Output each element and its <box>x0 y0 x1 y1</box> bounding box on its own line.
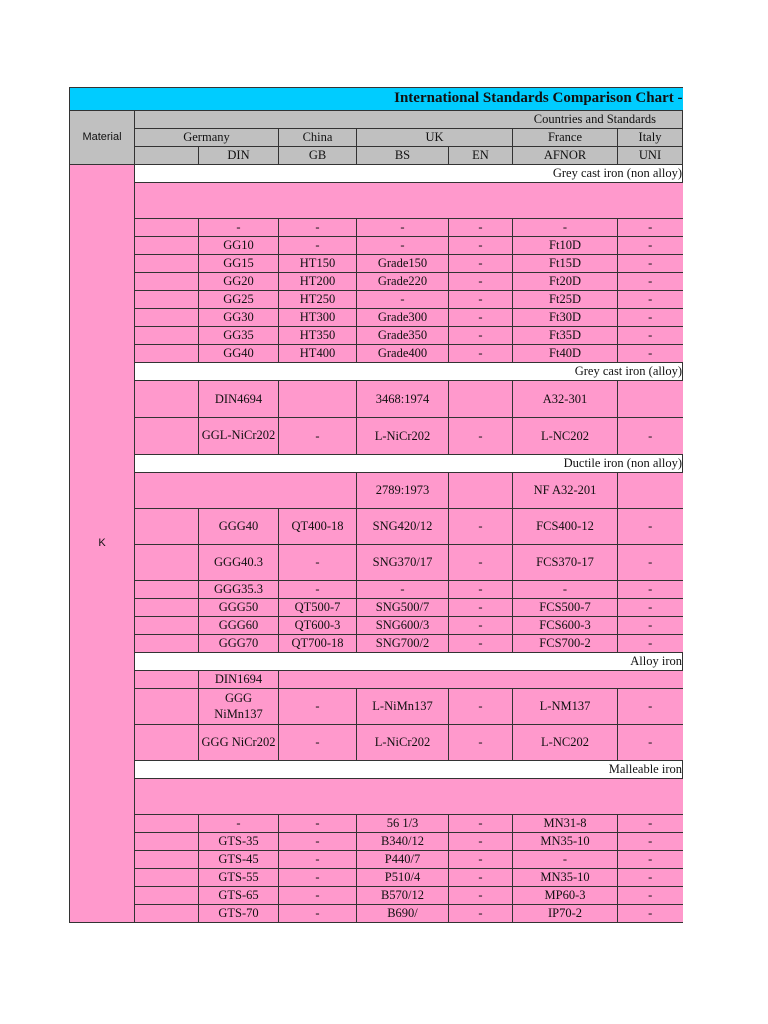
cell-bs: SNG500/7 <box>357 599 449 617</box>
table-row <box>70 581 683 599</box>
cell-din: GTS-35 <box>199 833 279 851</box>
cell-gb: - <box>279 833 357 851</box>
cell-gb: - <box>279 418 357 455</box>
cell-din: GGG50 <box>199 599 279 617</box>
cell-bs: - <box>357 291 449 309</box>
country-italy: Italy <box>618 129 683 147</box>
cell-en: - <box>449 689 513 725</box>
material-group-k: K <box>70 165 135 923</box>
cell-blank <box>135 869 199 887</box>
cell-din: GG10 <box>199 237 279 255</box>
cell-en: - <box>449 815 513 833</box>
cell-blank <box>135 309 199 327</box>
table-row <box>70 418 683 455</box>
table-row <box>70 219 683 237</box>
cell-gb: QT400-18 <box>279 509 357 545</box>
country-france: France <box>513 129 618 147</box>
cell-en: - <box>449 418 513 455</box>
cell-blank <box>135 418 199 455</box>
country-germany: Germany <box>135 129 279 147</box>
cell-gb: HT300 <box>279 309 357 327</box>
standard-din: DIN <box>199 147 279 165</box>
cell-afnor: - <box>513 851 618 869</box>
cell-en: - <box>449 581 513 599</box>
cell-bs: SNG600/3 <box>357 617 449 635</box>
cell-afnor: L-NM137 <box>513 689 618 725</box>
cell-blank <box>135 273 199 291</box>
cell-uni: - <box>618 327 683 345</box>
cell-din: GTS-45 <box>199 851 279 869</box>
cell-gb: - <box>279 725 357 761</box>
cell-bs: SNG700/2 <box>357 635 449 653</box>
standard-blank <box>135 147 199 165</box>
cell-gb: - <box>279 581 357 599</box>
cell-afnor: FCS700-2 <box>513 635 618 653</box>
table-row <box>70 345 683 363</box>
std-bs: 3468:1974 <box>357 381 449 418</box>
cell-uni: - <box>618 815 683 833</box>
cell-blank <box>135 255 199 273</box>
material-header: Material <box>70 111 135 165</box>
blank-band <box>135 183 683 219</box>
table-row <box>70 617 683 635</box>
cell-gb: QT500-7 <box>279 599 357 617</box>
country-uk: UK <box>357 129 513 147</box>
blank-band <box>279 671 683 689</box>
cell-afnor: FCS370-17 <box>513 545 618 581</box>
cell-gb: - <box>279 237 357 255</box>
cell-en: - <box>449 237 513 255</box>
cell-blank <box>135 381 199 418</box>
cell-gb: - <box>279 869 357 887</box>
cell-uni: - <box>618 509 683 545</box>
cell-afnor: Ft10D <box>513 237 618 255</box>
section-title: Grey cast iron (alloy) <box>135 363 683 381</box>
cell-bs: Grade350 <box>357 327 449 345</box>
cell-uni: - <box>618 689 683 725</box>
cell-uni: - <box>618 237 683 255</box>
cell-blank <box>135 473 357 509</box>
cell-gb: - <box>279 545 357 581</box>
cell-blank <box>135 851 199 869</box>
cell-blank <box>135 635 199 653</box>
cell-en: - <box>449 905 513 923</box>
cell-afnor: FCS500-7 <box>513 599 618 617</box>
table-row <box>70 869 683 887</box>
cell-en: - <box>449 725 513 761</box>
standard-en: EN <box>449 147 513 165</box>
section-title: Grey cast iron (non alloy) <box>135 165 683 183</box>
table-row <box>70 599 683 617</box>
table-row <box>70 833 683 851</box>
table-row <box>70 635 683 653</box>
cell-uni: - <box>618 599 683 617</box>
cell-din: - <box>199 815 279 833</box>
cell-uni: - <box>618 273 683 291</box>
table-row <box>70 327 683 345</box>
cell-blank <box>135 905 199 923</box>
cell-bs: P440/7 <box>357 851 449 869</box>
standard-gb: GB <box>279 147 357 165</box>
cell-afnor: MP60-3 <box>513 887 618 905</box>
cell-din: GTS-70 <box>199 905 279 923</box>
cell-din: GGG40 <box>199 509 279 545</box>
cell-en: - <box>449 887 513 905</box>
cell-bs: Grade220 <box>357 273 449 291</box>
cell-uni: - <box>618 725 683 761</box>
cell-afnor: MN31-8 <box>513 815 618 833</box>
cell-gb: HT400 <box>279 345 357 363</box>
cell-bs: - <box>357 581 449 599</box>
cell-en: - <box>449 273 513 291</box>
cell-gb: - <box>279 887 357 905</box>
cell-din: GG15 <box>199 255 279 273</box>
cell-bs: Grade300 <box>357 309 449 327</box>
cell-din: GGG NiMn137 <box>199 689 279 725</box>
cell-en: - <box>449 833 513 851</box>
std-bs: 2789:1973 <box>357 473 449 509</box>
cell-uni: - <box>618 635 683 653</box>
table-row <box>70 273 683 291</box>
cell-gb: - <box>279 851 357 869</box>
cell-din: GGG35.3 <box>199 581 279 599</box>
table-row <box>70 905 683 923</box>
cell-uni: - <box>618 291 683 309</box>
table-row <box>70 815 683 833</box>
cell-gb: HT150 <box>279 255 357 273</box>
cell-uni: - <box>618 851 683 869</box>
cell-en: - <box>449 291 513 309</box>
cell-en: - <box>449 327 513 345</box>
cell-din: GG25 <box>199 291 279 309</box>
cell-bs: L-NiCr202 <box>357 725 449 761</box>
cell-din: GTS-65 <box>199 887 279 905</box>
cell-blank <box>135 219 199 237</box>
table-row <box>70 545 683 581</box>
cell-blank <box>135 345 199 363</box>
cell-gb: - <box>279 689 357 725</box>
cell-afnor: MN35-10 <box>513 869 618 887</box>
cell-blank <box>135 237 199 255</box>
cell-bs: - <box>357 237 449 255</box>
cell-uni: - <box>618 887 683 905</box>
cell-uni: - <box>618 905 683 923</box>
cell-blank <box>135 545 199 581</box>
std-uni <box>618 381 683 418</box>
cell-bs: B690/ <box>357 905 449 923</box>
cell-afnor: MN35-10 <box>513 833 618 851</box>
std-uni <box>618 473 683 509</box>
chart-title: International Standards Comparison Chart - <box>70 88 683 111</box>
blank-band <box>135 779 683 815</box>
cell-bs: 56 1/3 <box>357 815 449 833</box>
cell-din: GTS-55 <box>199 869 279 887</box>
cell-uni: - <box>618 255 683 273</box>
cell-en: - <box>449 509 513 545</box>
table-row <box>70 887 683 905</box>
cell-bs: SNG370/17 <box>357 545 449 581</box>
cell-blank <box>135 887 199 905</box>
table-row <box>70 851 683 869</box>
cell-afnor: Ft35D <box>513 327 618 345</box>
table-row <box>70 725 683 761</box>
cell-afnor: Ft25D <box>513 291 618 309</box>
cell-afnor: - <box>513 219 618 237</box>
cell-din: GG40 <box>199 345 279 363</box>
cell-din: GGG40.3 <box>199 545 279 581</box>
std-din: DIN1694 <box>199 671 279 689</box>
cell-blank <box>135 581 199 599</box>
cell-blank <box>135 291 199 309</box>
cell-en: - <box>449 869 513 887</box>
section-title: Alloy iron <box>135 653 683 671</box>
cell-bs: P510/4 <box>357 869 449 887</box>
std-gb <box>279 381 357 418</box>
cell-blank <box>135 689 199 725</box>
std-en <box>449 473 513 509</box>
cell-blank <box>135 599 199 617</box>
cell-din: GG20 <box>199 273 279 291</box>
cell-din: - <box>199 219 279 237</box>
std-afnor: A32-301 <box>513 381 618 418</box>
std-en <box>449 381 513 418</box>
cell-en: - <box>449 545 513 581</box>
countries-standards-header: Countries and Standards <box>135 111 683 129</box>
standard-afnor: AFNOR <box>513 147 618 165</box>
cell-din: GGG60 <box>199 617 279 635</box>
cell-blank <box>135 833 199 851</box>
cell-afnor: Ft20D <box>513 273 618 291</box>
cell-bs: Grade400 <box>357 345 449 363</box>
cell-en: - <box>449 617 513 635</box>
cell-en: - <box>449 309 513 327</box>
standard-bs: BS <box>357 147 449 165</box>
cell-en: - <box>449 219 513 237</box>
cell-gb: - <box>279 815 357 833</box>
cell-uni: - <box>618 418 683 455</box>
cell-afnor: FCS600-3 <box>513 617 618 635</box>
table-row <box>70 509 683 545</box>
section-title: Ductile iron (non alloy) <box>135 455 683 473</box>
cell-afnor: Ft30D <box>513 309 618 327</box>
cell-uni: - <box>618 345 683 363</box>
cell-afnor: Ft15D <box>513 255 618 273</box>
cell-uni: - <box>618 581 683 599</box>
cell-blank <box>135 509 199 545</box>
cell-uni: - <box>618 617 683 635</box>
cell-afnor: L-NC202 <box>513 418 618 455</box>
cell-din: GGL-NiCr202 <box>199 418 279 455</box>
cell-uni: - <box>618 219 683 237</box>
cell-bs: SNG420/12 <box>357 509 449 545</box>
cell-gb: - <box>279 905 357 923</box>
cell-gb: QT700-18 <box>279 635 357 653</box>
section-title: Malleable iron <box>135 761 683 779</box>
cell-en: - <box>449 345 513 363</box>
cell-bs: B340/12 <box>357 833 449 851</box>
cell-afnor: IP70-2 <box>513 905 618 923</box>
cell-afnor: - <box>513 581 618 599</box>
std-din: DIN4694 <box>199 381 279 418</box>
cell-en: - <box>449 851 513 869</box>
table-row <box>70 291 683 309</box>
table-row <box>70 309 683 327</box>
cell-uni: - <box>618 869 683 887</box>
cell-en: - <box>449 635 513 653</box>
table-row <box>70 237 683 255</box>
cell-gb: HT350 <box>279 327 357 345</box>
cell-gb: HT250 <box>279 291 357 309</box>
cell-din: GG30 <box>199 309 279 327</box>
table-row <box>70 255 683 273</box>
cell-din: GGG NiCr202 <box>199 725 279 761</box>
cell-afnor: FCS400-12 <box>513 509 618 545</box>
cell-gb: QT600-3 <box>279 617 357 635</box>
cell-bs: L-NiCr202 <box>357 418 449 455</box>
cell-blank <box>135 327 199 345</box>
cell-en: - <box>449 255 513 273</box>
cell-afnor: L-NC202 <box>513 725 618 761</box>
cell-bs: B570/12 <box>357 887 449 905</box>
cell-din: GG35 <box>199 327 279 345</box>
standards-comparison-table <box>69 87 683 923</box>
standard-uni: UNI <box>618 147 683 165</box>
cell-blank <box>135 725 199 761</box>
cell-bs: - <box>357 219 449 237</box>
std-afnor: NF A32-201 <box>513 473 618 509</box>
cell-blank <box>135 671 199 689</box>
cell-uni: - <box>618 309 683 327</box>
cell-bs: Grade150 <box>357 255 449 273</box>
cell-blank <box>135 617 199 635</box>
cell-afnor: Ft40D <box>513 345 618 363</box>
cell-uni: - <box>618 545 683 581</box>
cell-gb: - <box>279 219 357 237</box>
country-china: China <box>279 129 357 147</box>
cell-en: - <box>449 599 513 617</box>
cell-din: GGG70 <box>199 635 279 653</box>
cell-gb: HT200 <box>279 273 357 291</box>
cell-bs: L-NiMn137 <box>357 689 449 725</box>
cell-blank <box>135 815 199 833</box>
cell-uni: - <box>618 833 683 851</box>
table-row <box>70 689 683 725</box>
